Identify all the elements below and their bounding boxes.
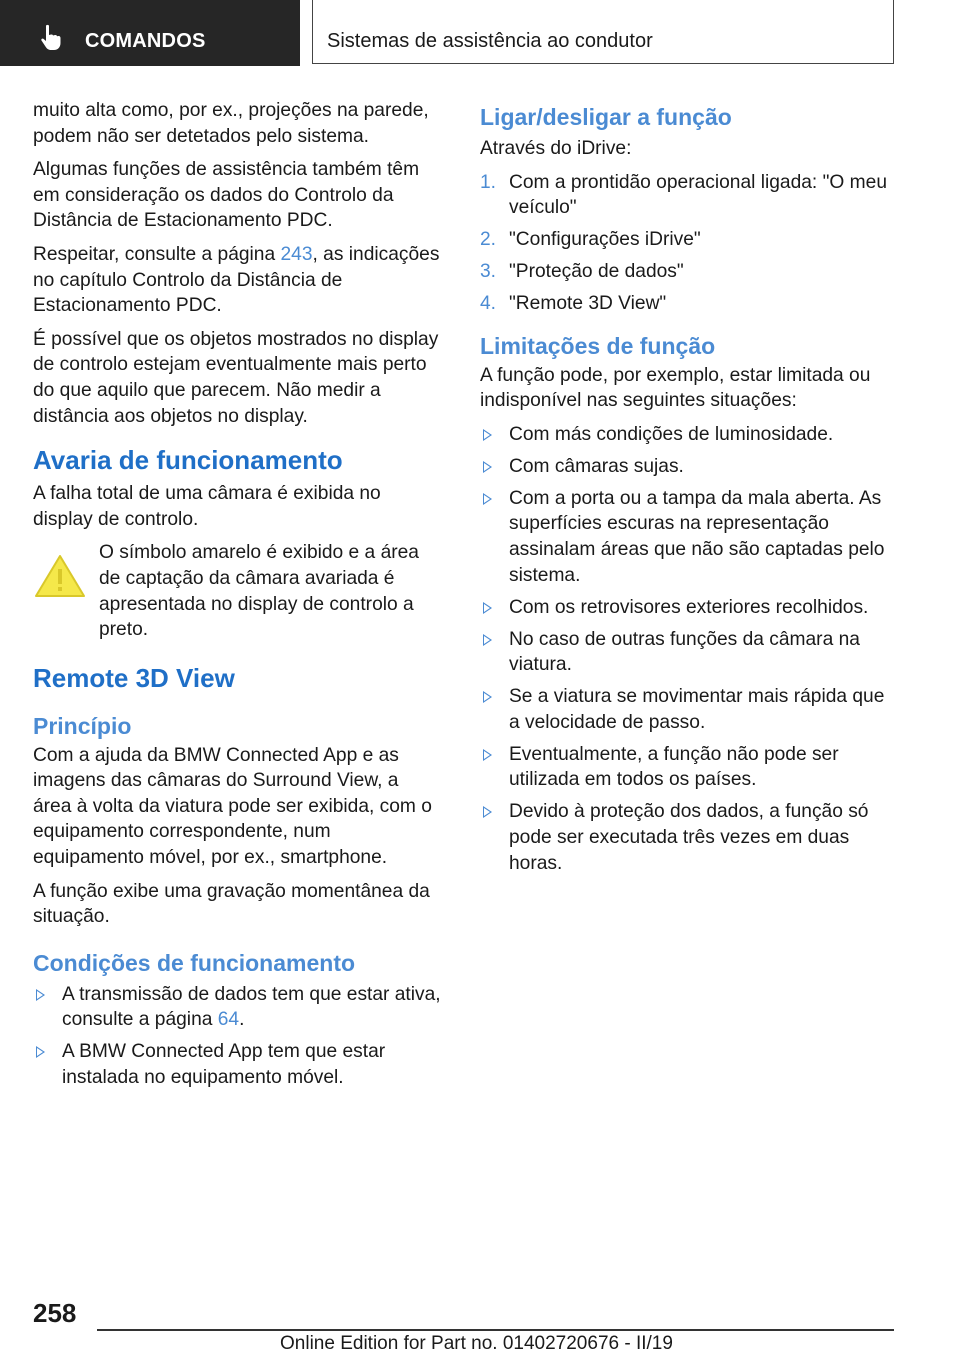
heading-limitacoes: Limitações de função xyxy=(480,332,716,359)
page-number: 258 xyxy=(33,1298,77,1328)
limitations-list xyxy=(480,422,898,876)
list-item xyxy=(480,799,898,876)
text: "Configurações iDrive" xyxy=(509,229,701,251)
list-item xyxy=(480,595,898,621)
subsection-title: Sistemas de assistência ao condutor xyxy=(327,30,653,52)
list-item xyxy=(480,684,898,735)
list-item xyxy=(480,259,898,285)
list-item xyxy=(33,1039,441,1090)
triangle-bullet-icon xyxy=(483,691,492,703)
triangle-bullet-icon xyxy=(483,749,492,761)
text: Se a viatura se movimentar mais rápida que a velocidade de passo. xyxy=(509,686,885,733)
triangle-bullet-icon xyxy=(483,493,492,505)
heading-avaria: Avaria de funcionamento xyxy=(33,445,343,476)
list-item xyxy=(480,422,898,448)
list-item xyxy=(480,486,898,588)
paragraph: Através do iDrive: xyxy=(480,138,632,159)
step-number: 2. xyxy=(480,229,497,251)
text: A transmissão de dados tem que estar ativa, consulte a página xyxy=(62,983,441,1031)
text: . xyxy=(239,1009,245,1031)
triangle-bullet-icon xyxy=(483,634,492,646)
warning-note xyxy=(33,540,441,642)
warning-text: O símbolo amarelo é exibido e a área de captação da câmara avariada é apresentada no display de controlo a preto. xyxy=(99,542,419,641)
text: Com câmaras sujas. xyxy=(509,455,684,477)
page-header xyxy=(0,0,960,66)
heading-ligar-desligar: Ligar/desligar a função xyxy=(480,104,732,130)
right-column xyxy=(480,98,898,884)
footer-divider xyxy=(97,1329,894,1331)
warning-triangle-icon xyxy=(33,552,87,600)
steps-list xyxy=(480,170,898,317)
triangle-bullet-icon xyxy=(483,429,492,441)
page-link-64[interactable]: 64 xyxy=(217,1009,240,1031)
text: Com a porta ou a tampa da mala aberta. As superfícies escuras na representação assinalam áreas que não são captadas pelo sistema. xyxy=(509,487,885,586)
step-number: 3. xyxy=(480,261,497,283)
section-title: COMANDOS xyxy=(85,30,206,52)
text: Com os retrovisores exteriores recolhidos. xyxy=(509,596,869,618)
paragraph: A falha total de uma câmara é exibida no display de controlo. xyxy=(33,483,381,530)
triangle-bullet-icon xyxy=(36,989,45,1001)
text: "Proteção de dados" xyxy=(509,261,684,283)
triangle-bullet-icon xyxy=(483,461,492,473)
left-column xyxy=(33,98,441,1099)
text: No caso de outras funções da câmara na viatura. xyxy=(509,628,860,676)
heading-condicoes: Condições de funcionamento xyxy=(33,949,356,976)
paragraph: muito alta como, por ex., projeções na parede, podem não ser detetados pelo sistema. xyxy=(33,100,429,147)
heading-principio: Princípio xyxy=(33,712,132,739)
list-item xyxy=(480,742,898,793)
heading-remote-3d-view: Remote 3D View xyxy=(33,662,235,693)
list-item xyxy=(480,170,898,221)
paragraph: Com a ajuda da BMW Connected App e as imagens das câmaras do Surround View, a área à volta da viatura pode ser exibida, com o equipamento correspondente, num equipamento móvel, por ex., smartphone. xyxy=(33,744,432,869)
triangle-bullet-icon xyxy=(483,806,492,818)
text: Eventualmente, a função não pode ser utilizada em todos os países. xyxy=(509,743,839,791)
subsection-tab xyxy=(312,0,894,64)
list-item xyxy=(480,227,898,253)
text: Com a prontidão operacional ligada: "O meu veículo" xyxy=(509,171,887,219)
step-number: 4. xyxy=(480,293,497,315)
paragraph: A função exibe uma gravação momentânea da situação. xyxy=(33,880,430,928)
text: , as indicações no capítulo Controlo da Distância de Estacionamento PDC. xyxy=(33,243,440,317)
list-item xyxy=(480,291,898,317)
step-number: 1. xyxy=(480,171,497,193)
triangle-bullet-icon xyxy=(36,1046,45,1058)
list-item xyxy=(480,627,898,678)
edition-text: Online Edition for Part no. 01402720676 - II/19 xyxy=(280,1333,673,1354)
text: Respeitar, consulte a página xyxy=(33,243,281,265)
list-item xyxy=(480,454,898,480)
hand-pointer-icon xyxy=(36,22,66,52)
page-link-243[interactable]: 243 xyxy=(280,243,313,265)
paragraph xyxy=(33,242,441,319)
paragraph: É possível que os objetos mostrados no display de controlo estejam eventualmente mais perto do que aquilo que parecem. Não medir a distância aos objetos no display. xyxy=(33,328,439,427)
text: Devido à proteção dos dados, a função só pode ser executada três vezes em duas horas. xyxy=(509,801,869,874)
list-item xyxy=(33,982,441,1033)
paragraph: A função pode, por exemplo, estar limitada ou indisponível nas seguintes situações: xyxy=(480,364,871,412)
text: "Remote 3D View" xyxy=(509,293,667,315)
section-tab[interactable] xyxy=(0,0,300,66)
paragraph: Algumas funções de assistência também têm em consideração os dados do Controlo da Distância de Estacionamento PDC. xyxy=(33,159,420,232)
triangle-bullet-icon xyxy=(483,602,492,614)
text: Com más condições de luminosidade. xyxy=(509,423,834,445)
conditions-list xyxy=(33,982,441,1091)
text: A BMW Connected App tem que estar instalada no equipamento móvel. xyxy=(62,1041,386,1089)
